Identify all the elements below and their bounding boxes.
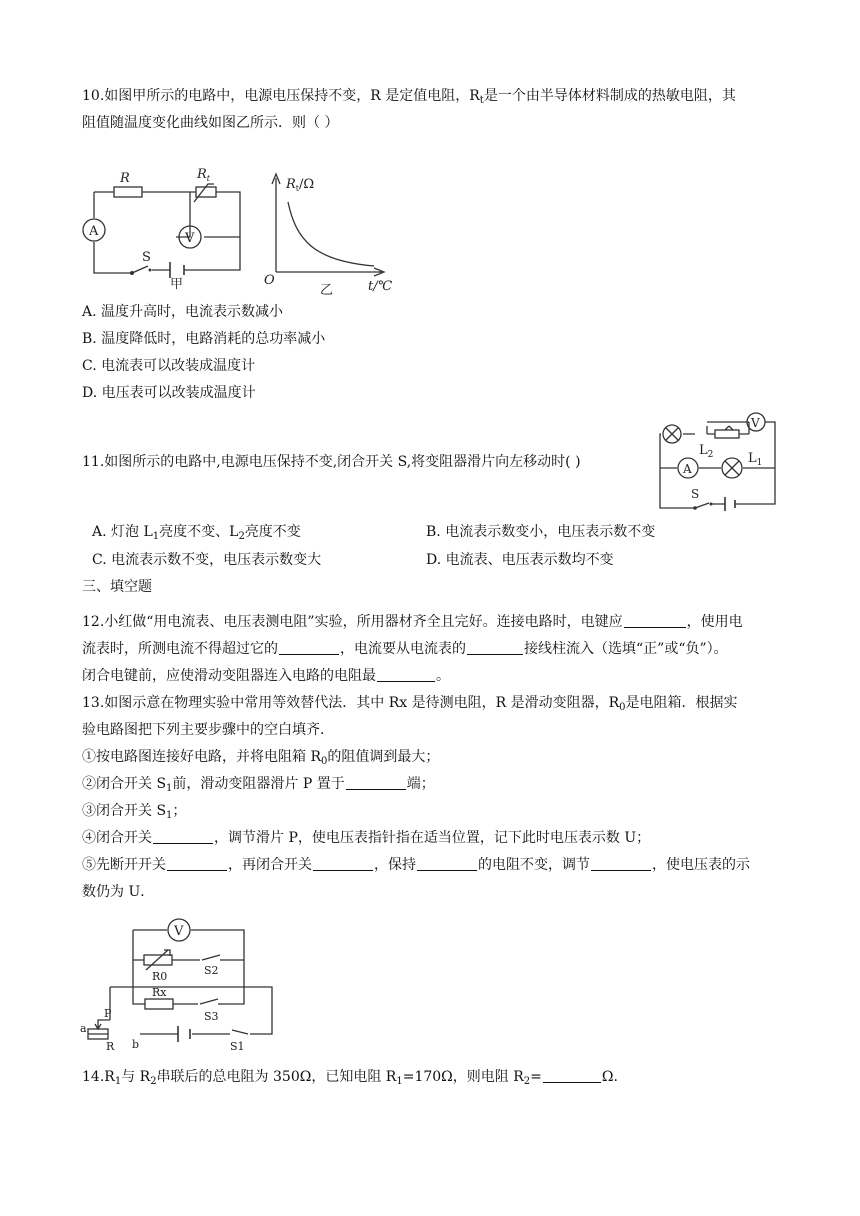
q10-option-b: B. 温度降低时，电路消耗的总功率减小 <box>82 331 326 347</box>
q11-option-d: D. 电流表、电压表示数均不变 <box>426 552 614 568</box>
b-label: b <box>132 1038 140 1051</box>
q13-step2: ②闭合开关 $S_1$前，滑动变阻器滑片 P 置于 端； <box>82 776 435 794</box>
q12-line1: 12.小红做“用电流表、电压表测电阻”实验，所用器材齐全且完好。连接电路时，电键应 ，使用电 <box>82 614 743 630</box>
rt-label: $R_t$ <box>197 167 211 183</box>
voltmeter-label: V <box>174 924 184 939</box>
resistor-r <box>114 187 142 197</box>
q10-stem-sub: t <box>479 95 484 106</box>
q13-line1: 13.如图示意在物理实验中常用等效替代法．其中 Rx 是待测电阻，R 是滑动变阻器，$R_0$是电阻箱．根据实 <box>82 695 738 713</box>
r-label: R <box>120 171 130 186</box>
fig-jia-caption: 甲 <box>170 277 184 292</box>
q14-line: $14.R_1$与 $R_2$串联后的总电阻为 350Ω，已知电阻 $R_1=170\Omega$，则电阻 $R_2= \Omega$. <box>82 1069 618 1087</box>
q10-graph-yi <box>262 168 402 298</box>
blank <box>417 856 477 871</box>
q11-option-c: C. 电流表示数不变，电压表示数变大 <box>92 552 322 568</box>
blank <box>346 775 406 790</box>
y-axis-label: $R_t/\Omega$ <box>286 177 315 193</box>
q11-circuit <box>655 412 785 512</box>
resistor-rx <box>145 999 173 1009</box>
blank <box>591 856 651 871</box>
q13-step4: ④闭合开关 ，调节滑片 P，使电压表指针指在适当位置，记下此时电压表示数 U； <box>82 830 651 846</box>
q13-step5: ⑤先断开开关 ，再闭合开关 ，保持 的电阻不变，调节 ，使电压表的示 <box>82 857 750 873</box>
q10-stem-text-b: 是一个由半导体材料制成的热敏电阻，其 <box>483 88 736 104</box>
q13-line2: 验电路图把下列主要步骤中的空白填齐． <box>82 722 334 738</box>
x-axis-label: t/℃ <box>368 279 393 294</box>
voltmeter-label: V <box>185 231 195 246</box>
blank <box>153 829 213 844</box>
q10-stem-text: 10.如图甲所示的电路中，电源电压保持不变，R 是定值电阻，R <box>82 88 480 104</box>
q10-option-c: C. 电流表可以改装成温度计 <box>82 358 256 374</box>
q12-line2: 流表时，所测电流不得超过它的 ，电流要从电流表的 接线柱流入（选填“正”或“负”）。 <box>82 641 728 657</box>
q13-step5-cont: 数仍为 U． <box>82 884 155 900</box>
rheostat <box>715 430 739 438</box>
q10-circuit-jia <box>80 160 250 290</box>
ammeter-label: A <box>89 224 99 239</box>
q11-option-b: B. 电流表示数变小，电压表示数不变 <box>426 524 656 540</box>
blank <box>624 613 686 628</box>
l1-label: $L_1$ <box>748 451 763 468</box>
q10-stem-line1 <box>82 86 736 106</box>
origin-label: O <box>264 273 275 288</box>
s1-label: S1 <box>230 1040 245 1053</box>
a-label: a <box>80 1022 87 1035</box>
ammeter-label: A <box>683 462 692 476</box>
switch-label: S <box>691 487 700 501</box>
rt-curve <box>288 202 374 266</box>
r0-label: R0 <box>152 970 168 983</box>
resistance-box-r0 <box>144 955 172 965</box>
blank <box>467 640 523 655</box>
q10-option-a: A. 温度升高时，电流表示数减小 <box>82 304 284 320</box>
blank <box>167 856 227 871</box>
blank <box>279 640 339 655</box>
switch-label: S <box>142 250 151 265</box>
blank <box>543 1068 601 1083</box>
q11-option-a: A. 灯泡 $L_1$亮度不变、$L_2$亮度不变 <box>92 524 301 542</box>
q12-line3: 闭合电键前，应使滑动变阻器连入电路的电阻最 。 <box>82 668 450 684</box>
q11-stem: 11.如图所示的电路中,电源电压保持不变,闭合开关 S,将变阻器滑片向左移动时( ) <box>82 454 581 470</box>
rx-label: Rx <box>152 986 167 999</box>
q10-option-d: D. 电压表可以改装成温度计 <box>82 385 256 401</box>
blank <box>313 856 373 871</box>
s2-label: S2 <box>204 964 219 977</box>
q13-step1: ①按电路图连接好电路，并将电阻箱 $R_0$的阻值调到最大； <box>82 749 440 767</box>
q13-step3: ③闭合开关 $S_1$； <box>82 803 187 821</box>
l2-label: $L_2$ <box>699 443 714 460</box>
section-heading-fill-in: 三、填空题 <box>82 579 152 595</box>
fig-yi-caption: 乙 <box>320 283 334 298</box>
r-label: R <box>106 1040 115 1053</box>
q13-circuit <box>80 912 290 1057</box>
s3-label: S3 <box>204 1010 219 1023</box>
q10-stem-line2: 阻值随温度变化曲线如图乙所示．则（ ） <box>82 115 339 131</box>
blank <box>377 667 435 682</box>
voltmeter-label: V <box>751 416 760 430</box>
p-label: P <box>104 1007 112 1020</box>
